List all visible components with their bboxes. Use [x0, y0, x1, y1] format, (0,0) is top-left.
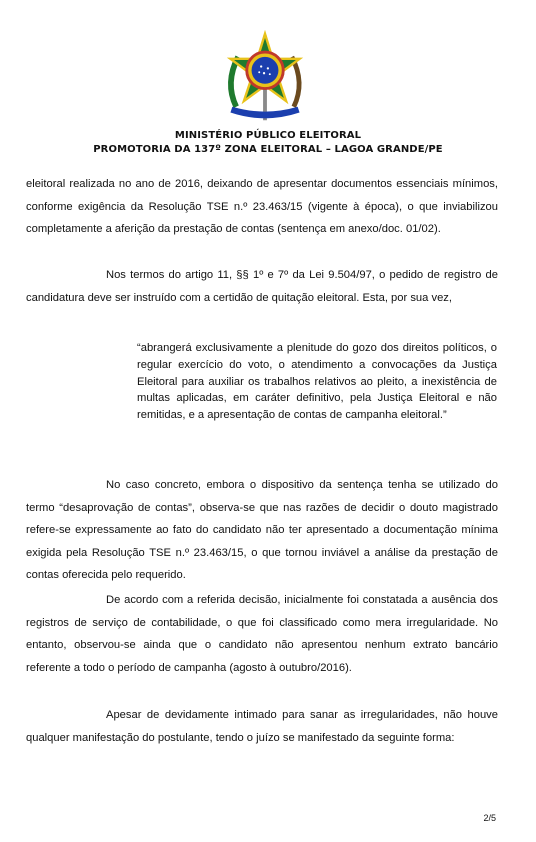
header-ministry: MINISTÉRIO PÚBLICO ELEITORAL [174, 130, 362, 141]
legal-quote: “abrangerá exclusivamente a plenitude do gozo dos direitos políticos, o regular exercício do voto, o atendimento a convocações da Justiça Eleitoral para auxiliar os trabalhos relativos ao pleito, a inexistência de multas aplicadas, em caráter definitivo, pela Justiça Eleitoral e não remitidas, e a apresentação de contas de campanha eleitoral.” [137, 342, 497, 422]
header-promotoria: PROMOTORIA DA 137º ZONA ELEITORAL – LAGOA GRANDE/PE [93, 144, 443, 155]
paragraph-5: Apesar de devidamente intimado para sanar as irregularidades, não houve qualquer manifestação do postulante, tendo o juízo se manifestado da seguinte forma: [26, 709, 498, 744]
paragraph-3: No caso concreto, embora o dispositivo da sentença tenha se utilizado do termo “desaprovação de contas”, observa-se que nas razões de decidir o douto magistrado refere-se expressamente ao fato do candidato não ter apresentado a documentação mínima exigida pela Resolução TSE n.º 23.463/15, o que tornou inviável a análise da prestação de contas oferecida pelo requerido. [26, 479, 498, 582]
page-number: 2/5 [483, 813, 496, 823]
paragraph-2: Nos termos do artigo 11, §§ 1º e 7º da Lei 9.504/97, o pedido de registro de candidatura deve ser instruído com a certidão de quitação eleitoral. Esta, por sua vez, [26, 269, 498, 304]
paragraph-4: De acordo com a referida decisão, inicialmente foi constatada a ausência dos registros de serviço de contabilidade, o que foi classificado como mera irregularidade. No entanto, observou-se ainda que o candidato não apresentou nenhum extrato bancário referente a todo o período de campanha (agosto à outubro/2016). [26, 594, 498, 674]
paragraph-1: eleitoral realizada no ano de 2016, deixando de apresentar documentos essenciais mínimos, conforme exigência da Resolução TSE n.º 23.463/15 (vigente à época), o que inviabilizou completamente a aferição da prestação de contas (sentença em anexo/doc. 01/02). [26, 178, 498, 236]
coat-of-arms-of-brazil-icon [216, 30, 314, 126]
